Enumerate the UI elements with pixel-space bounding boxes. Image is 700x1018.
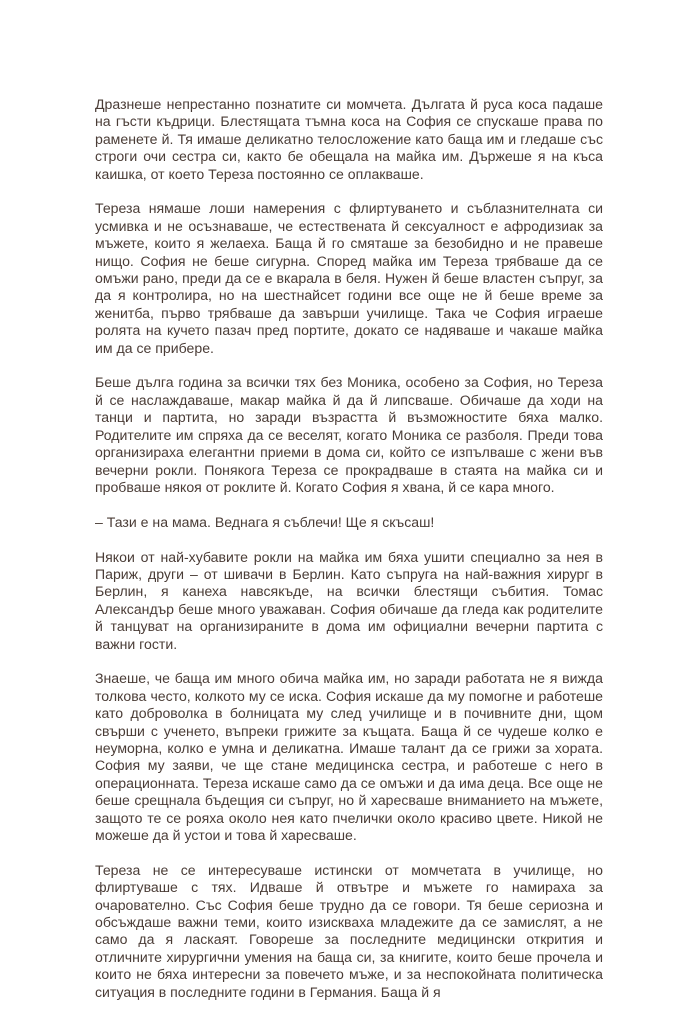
paragraph: Тереза не се интересуваше истински от момчетата в училище, но флиртуваше с тях. Идваше й отвътре и мъжете го намираха за очарователно. Със София беше трудно да се говори. Тя беше сериозна и обсъждаше важни теми, които изискваха младежите да се замислят, а не само да я ласкаят. Говореше за последните медицински открития и отличните хирургични умения на баща си, за книгите, които беше прочела и които не бяха интересни за повечето мъже, и за неспокойната политическа ситуация в последните години в Германия. Баща й я (95, 861, 603, 1000)
paragraph: Тереза нямаше лоши намерения с флиртуването и съблазнителната си усмивка и не осъзнаваше, че естествената й сексуалност е афродизиак за мъжете, които я желаеха. Баща й го смяташе за безобидно и не правеше нищо. София не беше сигурна. Според майка им Тереза трябваше да се омъжи рано, преди да се е вкарала в беля. Нужен й беше властен съпруг, за да я контролира, но на шестнайсет години все още не й беше време за женитба, първо трябваше да завърши училище. Така че София играеше ролята на кучето пазач пред портите, докато се надяваше и чакаше майка им да се прибере. (95, 200, 603, 356)
paragraph: Някои от най-хубавите рокли на майка им бяха ушити специално за нея в Париж, други – от шивачи в Берлин. Като съпруга на най-важния хирург в Берлин, я канеха навсякъде, на всички блестящи събития. Томас Александър беше много уважаван. София обичаше да гледа как родителите й танцуват на организираните в дома им официални вечерни партита с важни гости. (95, 548, 603, 652)
dialogue-line: – Тази е на мама. Веднага я съблечи! Ще я скъсаш! (95, 513, 435, 530)
paragraph: Знаеше, че баща им много обича майка им, но заради работата не я вижда толкова често, колкото му се иска. София искаше да му помогне и работеше като доброволка в болницата му след училище и в почивните дни, щом свърши с ученето, въпреки грижите за къщата. Баща й се чудеше колко е неуморна, колко е умна и деликатна. Имаше талант да се грижи за хората. София му заяви, че ще стане медицинска сестра, и работеше с него в операционната. Тереза искаше само да се омъжи и да има деца. Все още не беше срещнала бъдещия си съпруг, но й харесваше вниманието на мъжете, защото те се рояха около нея като пчелички около красиво цвете. Никой не можеше да й устои и това й харесваше. (95, 670, 603, 843)
paragraph: Беше дълга година за всички тях без Моника, особено за София, но Тереза й се наслаждаваше, макар майка й да й липсваше. Обичаше да ходи на танци и партита, но заради възрастта й възможностите бяха малко. Родителите им спряха да се веселят, когато Моника се разболя. Преди това организираха елегантни приеми в дома си, който се изпълваше с жени във вечерни рокли. Понякога Тереза се прокрадваше в стаята на майка си и пробваше някоя от роклите й. Когато София я хвана, й се кара много. (95, 374, 603, 495)
document-page (95, 96, 603, 1018)
paragraph: Дразнеше непрестанно познатите си момчета. Дългата й руса коса падаше на гъсти къдрици. Блестящата тъмна коса на София се спускаше права по раменете й. Тя имаше деликатно телосложение като баща им и гледаше със строги очи сестра си, както бе обещала на майка им. Държеше я на къса каишка, от което Тереза постоянно се оплакваше. (95, 96, 603, 182)
